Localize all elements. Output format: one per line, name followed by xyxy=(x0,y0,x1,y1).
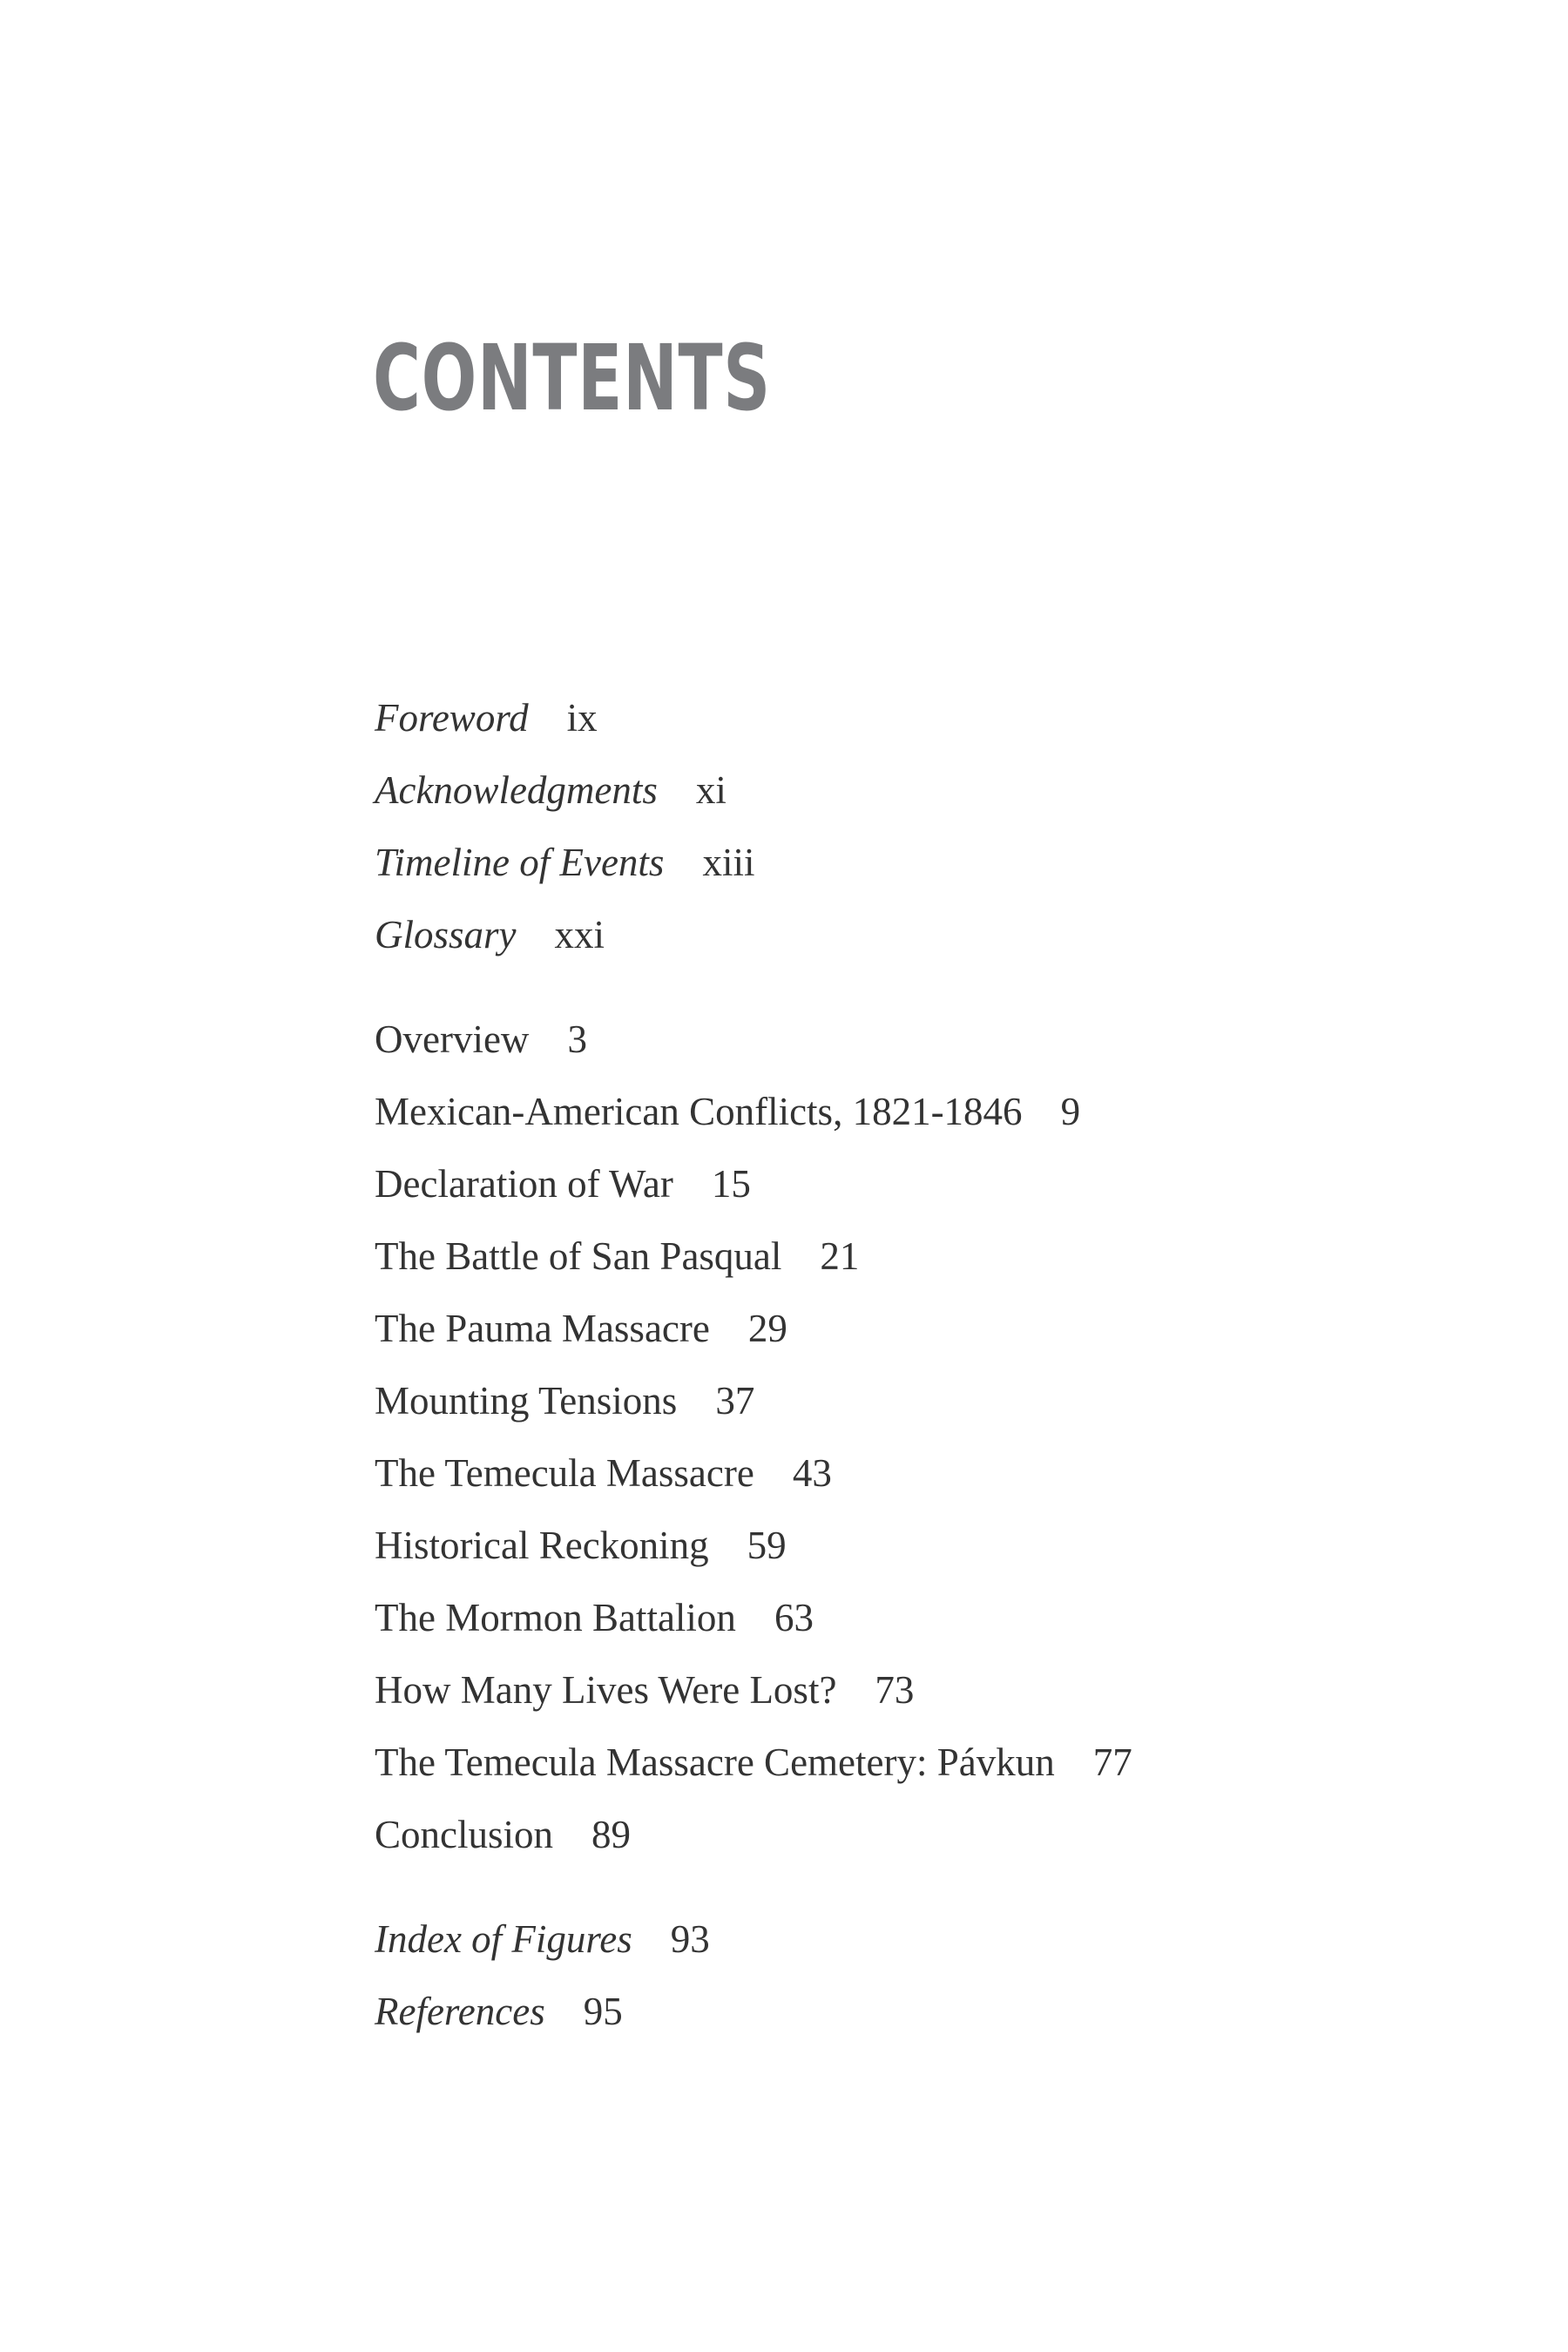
toc-entry-overview[interactable] xyxy=(375,1017,587,1061)
toc-entry-temecula-massacre[interactable] xyxy=(375,1451,832,1495)
toc-entry-label: Timeline of Events xyxy=(375,841,665,884)
toc-entry-label: The Temecula Massacre Cemetery: Pávkun xyxy=(375,1740,1055,1784)
toc-entry-label: References xyxy=(375,1990,545,2033)
toc-entry-pauma-massacre[interactable] xyxy=(375,1309,787,1348)
toc-entry-mounting-tensions[interactable] xyxy=(375,1379,755,1423)
page-title: CONTENTS xyxy=(373,325,771,431)
toc-page-number: 89 xyxy=(591,1813,632,1856)
toc-entry-temecula-massacre-cemetery[interactable] xyxy=(375,1740,1132,1784)
toc-page-number: 15 xyxy=(711,1162,751,1206)
toc-entry-acknowledgments[interactable] xyxy=(375,768,727,812)
table-of-contents xyxy=(375,0,1507,2352)
toc-page-number: 63 xyxy=(774,1596,814,1639)
toc-entry-battle-of-san-pasqual[interactable] xyxy=(375,1234,860,1278)
toc-entry-label: Historical Reckoning xyxy=(375,1524,709,1567)
toc-page-number: 95 xyxy=(583,1990,623,2033)
toc-page-number: xi xyxy=(695,768,727,812)
toc-entry-how-many-lives-were-lost[interactable] xyxy=(375,1668,915,1712)
toc-entry-index-of-figures[interactable] xyxy=(375,1917,710,1961)
toc-entry-label: Index of Figures xyxy=(375,1917,632,1961)
toc-entry-declaration-of-war[interactable] xyxy=(375,1162,751,1206)
toc-page-number: 59 xyxy=(747,1524,787,1567)
toc-entry-label: The Mormon Battalion xyxy=(375,1596,736,1639)
toc-entry-timeline-of-events[interactable] xyxy=(375,843,754,882)
toc-entry-label: Overview xyxy=(375,1017,530,1061)
toc-entry-references[interactable] xyxy=(375,1992,623,2031)
toc-page-number: xxi xyxy=(554,913,605,956)
toc-entry-label: Mounting Tensions xyxy=(375,1379,678,1423)
toc-entry-conclusion[interactable] xyxy=(375,1815,631,1855)
toc-page-number: ix xyxy=(566,696,598,740)
toc-entry-foreword[interactable] xyxy=(375,696,598,740)
toc-page-number: 43 xyxy=(792,1451,832,1495)
toc-entry-glossary[interactable] xyxy=(375,913,605,956)
toc-page-number: 37 xyxy=(715,1379,755,1423)
toc-page-number: 3 xyxy=(567,1017,587,1061)
toc-entry-label: The Battle of San Pasqual xyxy=(375,1234,782,1278)
toc-entry-mexican-american-conflicts[interactable] xyxy=(375,1092,1080,1132)
toc-page-number: 21 xyxy=(820,1234,860,1278)
toc-page-number: 77 xyxy=(1092,1740,1132,1784)
toc-page-number: 93 xyxy=(670,1917,710,1961)
toc-entry-label: Declaration of War xyxy=(375,1162,673,1206)
toc-page-number: 73 xyxy=(875,1668,915,1712)
toc-entry-label: The Pauma Massacre xyxy=(375,1307,710,1350)
toc-page-number: xiii xyxy=(702,841,755,884)
toc-entry-label: How Many Lives Were Lost? xyxy=(375,1668,837,1712)
toc-page-number: 9 xyxy=(1060,1090,1081,1133)
toc-entry-label: Acknowledgments xyxy=(375,768,658,812)
toc-entry-label: Mexican-American Conflicts, 1821-1846 xyxy=(375,1090,1023,1133)
toc-entry-label: The Temecula Massacre xyxy=(375,1451,754,1495)
toc-entry-mormon-battalion[interactable] xyxy=(375,1598,814,1638)
toc-page-number: 29 xyxy=(747,1307,787,1350)
toc-entry-label: Foreword xyxy=(375,696,529,740)
toc-entry-label: Glossary xyxy=(375,913,517,956)
toc-entry-historical-reckoning[interactable] xyxy=(375,1526,787,1565)
toc-entry-label: Conclusion xyxy=(375,1813,554,1856)
